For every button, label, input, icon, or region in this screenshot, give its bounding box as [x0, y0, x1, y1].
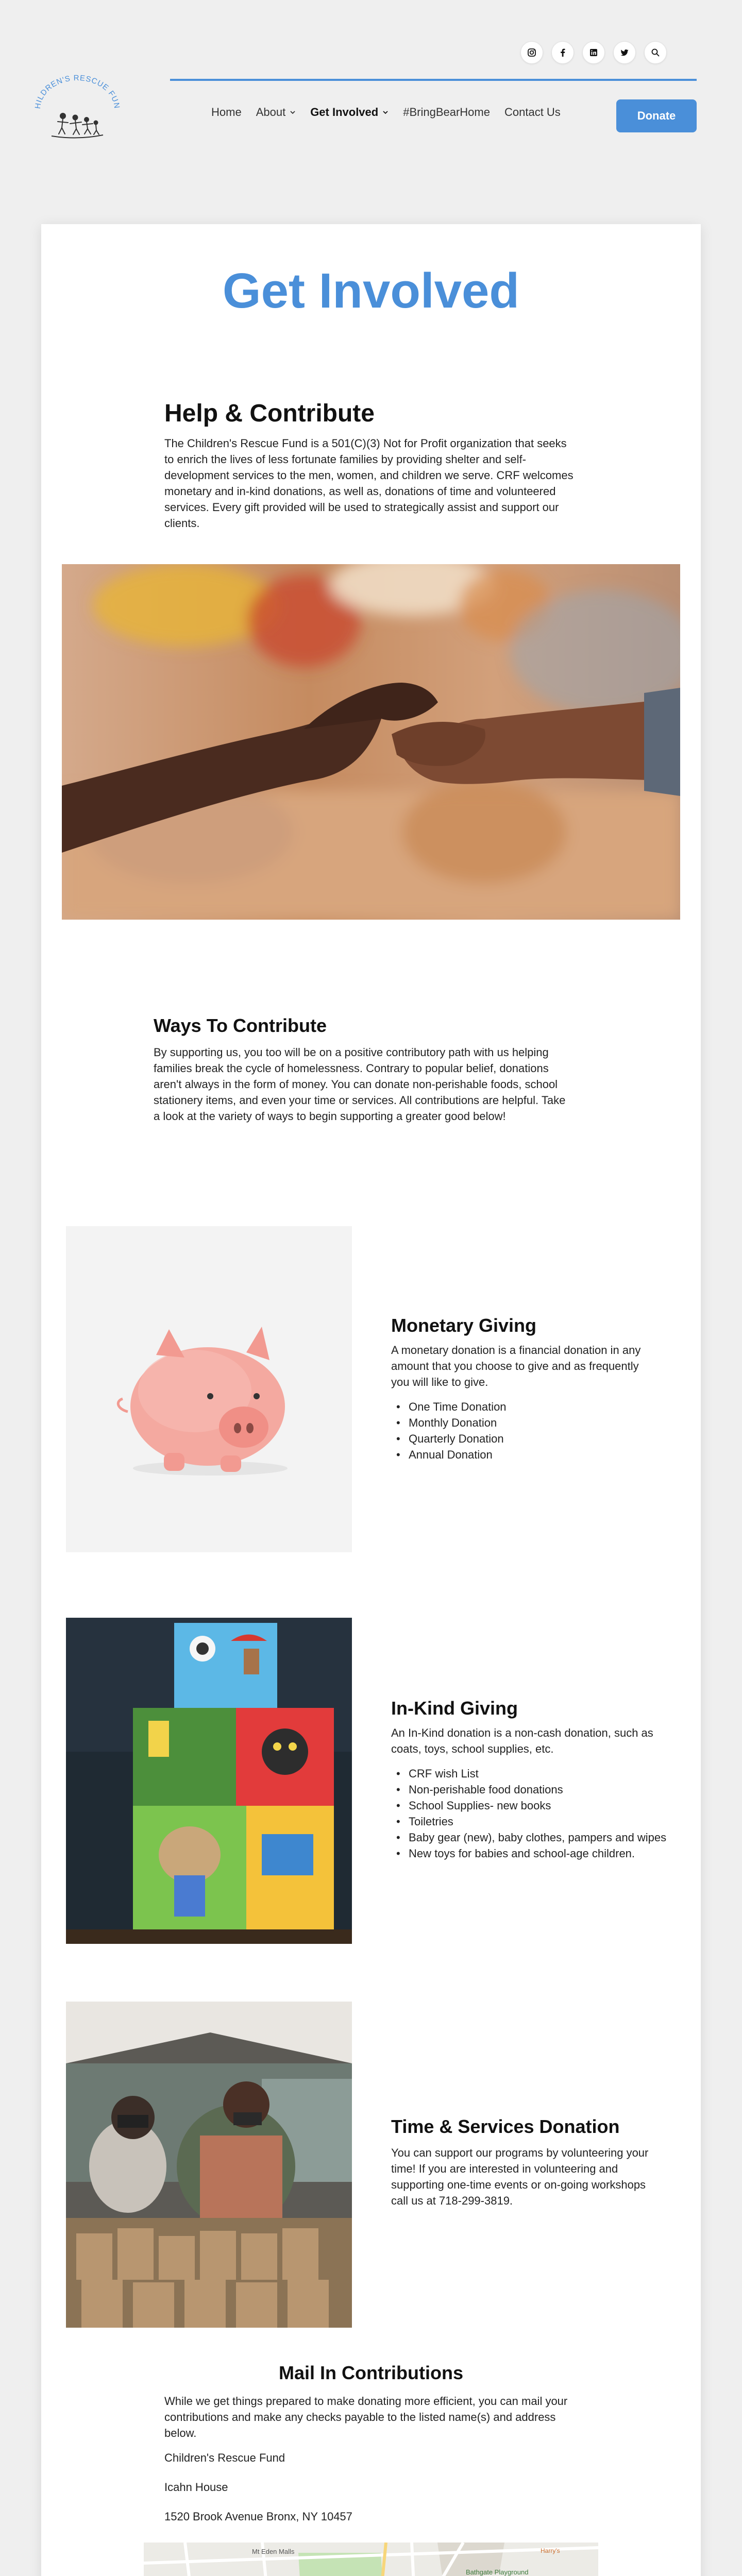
volunteers-photo — [66, 2002, 352, 2328]
nav-about-label: About — [256, 106, 286, 118]
monetary-body: A monetary donation is a financial donation in any amount that you choose to give and as frequently you will like to give. — [391, 1344, 641, 1388]
list-item: • Baby gear (new), baby clothes, pampers and wipes — [391, 1829, 680, 1845]
page-title: Get Involved — [222, 263, 520, 318]
linkedin-icon — [588, 47, 599, 58]
nav-get-involved-label: Get Involved — [310, 106, 379, 118]
donate-button[interactable]: Donate — [616, 99, 697, 132]
site-logo[interactable] — [31, 72, 124, 144]
logo-text: HILDREN'S RESCUE FUN — [33, 73, 122, 110]
mail-body: While we get things prepared to make donating more efficient, you can mail your contributions and make any checks payable to the listed name(s) and address below. — [164, 2395, 568, 2439]
nav-divider — [170, 79, 697, 81]
help-body: The Children's Rescue Fund is a 501(C)(3) Not for Profit organization that seeks to enrich the lives of less fortunate families by providing shelter and self-development services to the men, women, and children we serve. CRF welcomes monetary and in-kind donations, as well as, donations of time and volunteered services. Every gift provided will be used to strategically assist and support our clients. — [164, 437, 574, 530]
nav-get-involved[interactable] — [310, 106, 389, 119]
handshake-photo — [62, 564, 680, 920]
list-item: • Quarterly Donation — [391, 1431, 659, 1447]
mail-title: Mail In Contributions — [279, 2362, 463, 2383]
list-item: • One Time Donation — [391, 1399, 659, 1415]
map-label-mt-eden-malls: Mt Eden Malls — [252, 2548, 295, 2555]
time-body: You can support our programs by volunteering your time! If you are interested in volunteering and supporting one-time events or on-going workshops call us at 718-299-3819. — [391, 2146, 649, 2207]
site-header — [0, 0, 742, 175]
mail-building: Icahn House — [164, 2481, 228, 2494]
inkind-body: An In-Kind donation is a non-cash donation, such as coats, toys, school supplies, etc. — [391, 1726, 653, 1755]
nav-about[interactable] — [256, 106, 296, 119]
map-label-harrys: Harry's — [541, 2547, 560, 2554]
chevron-down-icon — [290, 109, 296, 115]
search-icon — [650, 47, 661, 58]
monetary-title: Monetary Giving — [391, 1315, 537, 1336]
list-item: • Annual Donation — [391, 1447, 659, 1463]
instagram-icon — [527, 47, 537, 58]
list-item: • New toys for babies and school-age children. — [391, 1845, 680, 1861]
chevron-down-icon — [382, 109, 389, 115]
twitter-icon — [619, 47, 630, 58]
main-nav — [211, 106, 575, 119]
content-card — [41, 224, 701, 2576]
instagram-button[interactable] — [520, 41, 543, 64]
linkedin-button[interactable] — [582, 41, 605, 64]
list-item: • Non-perishable food donations — [391, 1782, 680, 1798]
map-label-bathgate: Bathgate Playground — [466, 2568, 529, 2576]
search-button[interactable] — [644, 41, 667, 64]
inkind-title: In-Kind Giving — [391, 1698, 518, 1719]
piggy-bank-photo — [66, 1226, 352, 1552]
inkind-list — [391, 1766, 680, 1861]
help-title: Help & Contribute — [164, 400, 375, 427]
toy-blocks-photo — [66, 1618, 352, 1944]
list-item: • CRF wish List — [391, 1766, 680, 1782]
list-item: • Toiletries — [391, 1814, 680, 1829]
nav-bring-bear-home[interactable]: #BringBearHome — [403, 106, 490, 118]
list-item: • School Supplies- new books — [391, 1798, 680, 1814]
list-item: • Monthly Donation — [391, 1415, 659, 1431]
social-links — [520, 41, 675, 64]
ways-title: Ways To Contribute — [154, 1015, 327, 1036]
twitter-button[interactable] — [613, 41, 636, 64]
nav-contact[interactable]: Contact Us — [504, 106, 561, 118]
nav-home[interactable]: Home — [211, 106, 242, 118]
mail-address: 1520 Brook Avenue Bronx, NY 10457 — [164, 2510, 352, 2523]
svg-text:CHILDREN'S RESCUE FUND — [31, 72, 121, 109]
location-map[interactable] — [144, 2543, 598, 2576]
monetary-list — [391, 1399, 659, 1463]
facebook-button[interactable] — [551, 41, 574, 64]
ways-body: By supporting us, you too will be on a positive contributory path with us helping families break the cycle of homelessness. Contrary to popular belief, donations aren't always in the form of money. You can donate non-perishable foods, school stationery items, and even your time or services. All contributions are helpful. Take a look at the variety of ways to begin supporting a greater good below! — [154, 1046, 566, 1123]
time-title: Time & Services Donation — [391, 2116, 620, 2137]
facebook-icon — [558, 47, 568, 58]
mail-recipient: Children's Rescue Fund — [164, 2451, 285, 2464]
